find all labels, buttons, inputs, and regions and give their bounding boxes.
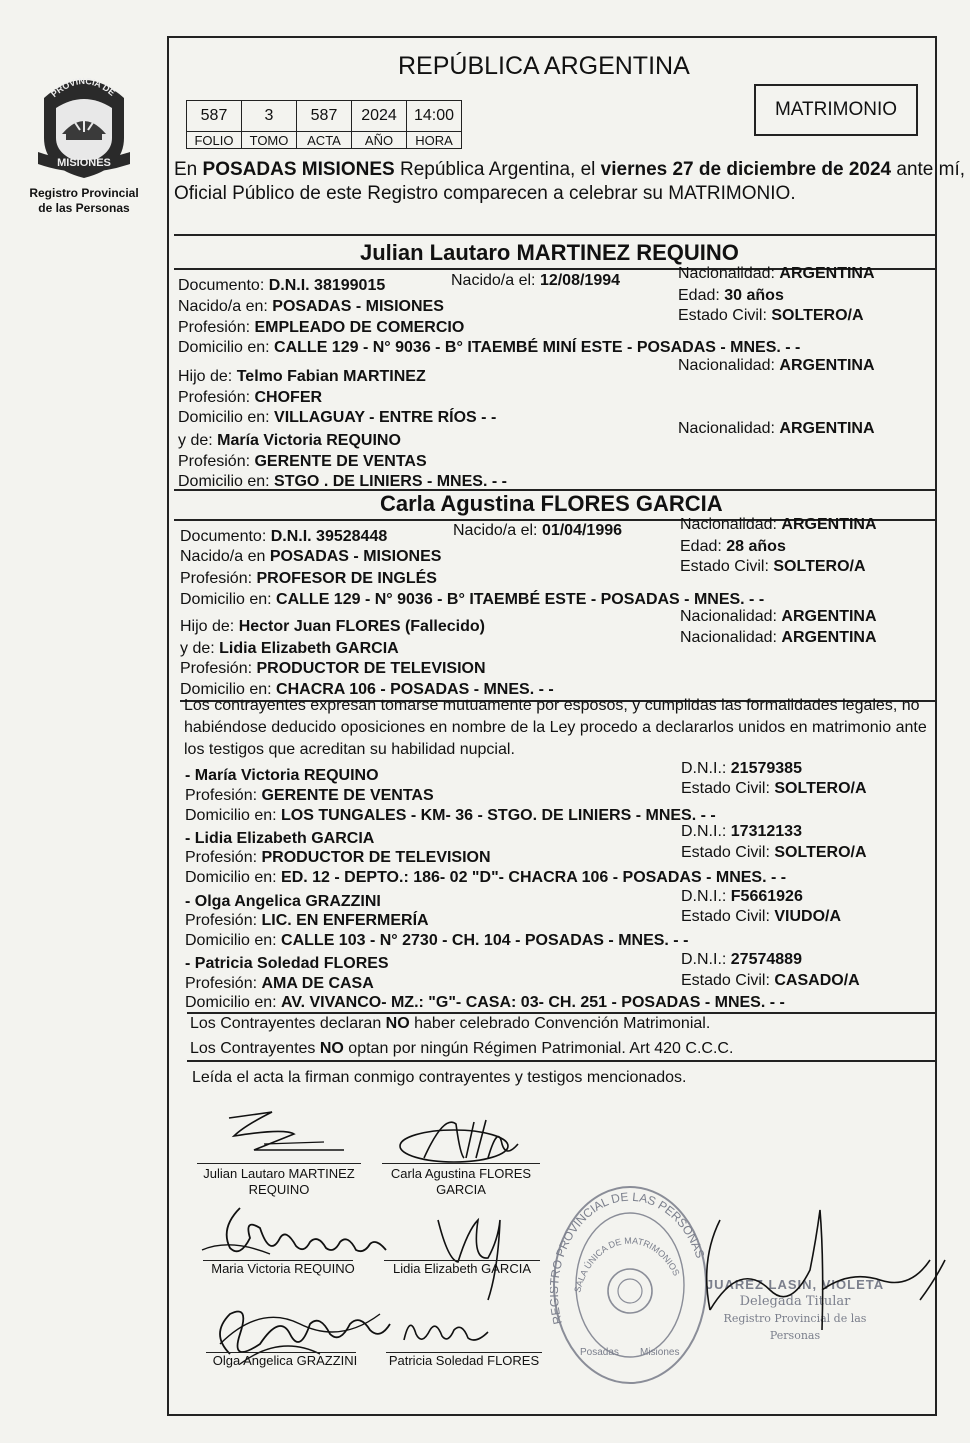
closing-statement: Leída el acta la firman conmigo contrayentes y testigos mencionados. [192, 1069, 687, 1086]
witness3-profesion: Profesión: LIC. EN ENFERMERÍA [185, 912, 429, 929]
signature-lidia [428, 1200, 518, 1310]
witness1-domicilio: Domicilio en: LOS TUNGALES - KM- 36 - STGO. DE LINIERS - MNES. - - [185, 807, 716, 824]
spouse1-mother-nacionalidad: Nacionalidad: ARGENTINA [678, 420, 875, 437]
folio-value: 587 [187, 101, 242, 132]
svg-text:Posadas: Posadas [580, 1347, 619, 1358]
spouse2-mother-domicilio: Domicilio en: CHACRA 106 - POSADAS - MNES. - - [180, 681, 554, 698]
spouse1-nacido-el: Nacido/a el: 12/08/1994 [451, 272, 621, 289]
signature-line [197, 1163, 361, 1164]
spouse1-father: Hijo de: Telmo Fabian MARTINEZ [178, 368, 426, 385]
hora-value: 14:00 [407, 101, 462, 132]
spouse1-nacionalidad: Nacionalidad: ARGENTINA [678, 265, 875, 282]
signature-line [382, 1163, 540, 1164]
signature-caption-lidia: Lidia Elizabeth GARCIA [392, 1261, 531, 1276]
spouse1-estado-civil: Estado Civil: SOLTERO/A [678, 307, 864, 324]
witness4-estado-civil: Estado Civil: CASADO/A [681, 972, 860, 989]
svg-text:SALA ÚNICA DE MATRIMONIOS: SALA ÚNICA DE MATRIMONIOS [572, 1235, 682, 1294]
spouse1-father-profesion: Profesión: CHOFER [178, 389, 323, 406]
signature-caption-olga: Olga Angelica GRAZZINI [212, 1353, 358, 1368]
divider [174, 234, 937, 236]
spouse2-name: Carla Agustina FLORES GARCIA [380, 491, 723, 516]
spouse2-mother-profesion: Profesión: PRODUCTOR DE TELEVISION [180, 660, 486, 677]
signature-carla [394, 1114, 534, 1174]
logo-caption: Registro Provincial de las Personas [29, 186, 139, 215]
spouse2-nacido-el: Nacido/a el: 01/04/1996 [453, 522, 623, 539]
witness2-estado-civil: Estado Civil: SOLTERO/A [681, 844, 867, 861]
officer-name: JUAREZ LASIN, VIOLETA [705, 1277, 885, 1292]
spouse1-edad: Edad: 30 años [678, 287, 784, 304]
hora-label: HORA [407, 132, 462, 149]
spouse2-nacionalidad: Nacionalidad: ARGENTINA [680, 516, 877, 533]
seal-stamp-icon [550, 1183, 710, 1388]
page-title: REPÚBLICA ARGENTINA [398, 52, 690, 80]
folio-label: FOLIO [187, 132, 242, 149]
spouse2-documento: Documento: D.N.I. 39528448 [180, 528, 388, 545]
spouse1-father-domicilio: Domicilio en: VILLAGUAY - ENTRE RÍOS - - [178, 409, 497, 426]
signature-caption-maria-victoria: Maria Victoria REQUINO [211, 1261, 355, 1276]
spouse1-nacido-en: Nacido/a en: POSADAS - MISIONES [178, 298, 444, 315]
spouse1-domicilio: Domicilio en: CALLE 129 - N° 9036 - B° ITAEMBÉ MINÍ ESTE - POSADAS - MNES. - - [178, 339, 801, 356]
spouse2-father-nacionalidad: Nacionalidad: ARGENTINA [680, 608, 877, 625]
witness4-profesion: Profesión: AMA DE CASA [185, 975, 374, 992]
witness1-estado-civil: Estado Civil: SOLTERO/A [681, 780, 867, 797]
svg-text:MISIONES: MISIONES [57, 157, 111, 169]
spouse2-profesion: Profesión: PROFESOR DE INGLÉS [180, 570, 437, 587]
signature-caption-julian: Julian Lautaro MARTINEZ REQUINO [203, 1166, 355, 1197]
signature-caption-carla: Carla Agustina FLORES GARCIA [390, 1166, 532, 1197]
regime-statement: Los Contrayentes NO optan por ningún Régimen Patrimonial. Art 420 C.C.C. [190, 1040, 734, 1057]
witness3-name: - Olga Angelica GRAZZINI [185, 893, 381, 910]
witness2-profesion: Profesión: PRODUCTOR DE TELEVISION [185, 849, 491, 866]
anio-value: 2024 [352, 101, 407, 132]
witness3-dni: D.N.I.: F5661926 [681, 888, 803, 905]
act-type-box: MATRIMONIO [754, 84, 918, 136]
divider [187, 1060, 937, 1062]
signature-caption-patricia: Patricia Soledad FLORES [388, 1353, 540, 1368]
officer-title: Delegada Titular [739, 1294, 851, 1309]
spouse1-mother: y de: María Victoria REQUINO [178, 432, 401, 449]
registry-logo [28, 68, 140, 216]
witness1-dni: D.N.I.: 21579385 [681, 760, 802, 777]
signature-officer [690, 1200, 950, 1350]
spouse1-mother-domicilio: Domicilio en: STGO . DE LINIERS - MNES. - - [178, 473, 507, 490]
acta-label: ACTA [297, 132, 352, 149]
registry-box [186, 100, 462, 149]
witness2-name: - Lidia Elizabeth GARCIA [185, 830, 375, 847]
spouse2-mother: y de: Lidia Elizabeth GARCIA [180, 640, 399, 657]
spouse1-mother-profesion: Profesión: GERENTE DE VENTAS [178, 453, 427, 470]
spouse1-profesion: Profesión: EMPLEADO DE COMERCIO [178, 319, 465, 336]
spouse2-mother-nacionalidad: Nacionalidad: ARGENTINA [680, 629, 877, 646]
declaration-line-1: Los contrayentes expresan tomarse mutuamente por esposos, y cumplidas las formalidades legales, no [184, 697, 920, 714]
witness1-profesion: Profesión: GERENTE DE VENTAS [185, 787, 434, 804]
convention-statement: Los Contrayentes declaran NO haber celebrado Convención Matrimonial. [190, 1015, 711, 1032]
signature-patricia [396, 1310, 496, 1350]
spouse1-name: Julian Lautaro MARTINEZ REQUINO [360, 240, 739, 265]
tomo-value: 3 [242, 101, 297, 132]
anio-label: AÑO [352, 132, 407, 149]
witness4-dni: D.N.I.: 27574889 [681, 951, 802, 968]
tomo-label: TOMO [242, 132, 297, 149]
witness3-domicilio: Domicilio en: CALLE 103 - N° 2730 - CH. 104 - POSADAS - MNES. - - [185, 932, 689, 949]
declaration-line-3: los testigos que acreditan su habilidad nupcial. [184, 741, 515, 758]
intro-line-1: En POSADAS MISIONES República Argentina, el viernes 27 de diciembre de 2024 ante mí, [174, 159, 966, 180]
officer-office: Registro Provincial de las Personas [723, 1312, 867, 1342]
witness3-estado-civil: Estado Civil: VIUDO/A [681, 908, 842, 925]
acta-value: 587 [297, 101, 352, 132]
witness4-domicilio: Domicilio en: AV. VIVANCO- MZ.: "G"- CASA: 03- CH. 251 - POSADAS - MNES. - - [185, 994, 785, 1011]
svg-text:PROVINCIA DE: PROVINCIA DE [49, 75, 118, 100]
spouse1-documento: Documento: D.N.I. 38199015 [178, 277, 386, 294]
witness4-name: - Patricia Soledad FLORES [185, 955, 389, 972]
spouse2-estado-civil: Estado Civil: SOLTERO/A [680, 558, 866, 575]
signature-julian [224, 1106, 354, 1166]
witness2-dni: D.N.I.: 17312133 [681, 823, 802, 840]
spouse2-domicilio: Domicilio en: CALLE 129 - N° 9036 - B° ITAEMBÉ ESTE - POSADAS - MNES. - - [180, 591, 765, 608]
misiones-shield-icon [36, 68, 132, 180]
witness2-domicilio: Domicilio en: ED. 12 - DEPTO.: 186- 02 "D"- CHACRA 106 - POSADAS - MNES. - - [185, 869, 787, 886]
spouse2-nacido-en: Nacido/a en POSADAS - MISIONES [180, 548, 442, 565]
official-seal [550, 1183, 710, 1388]
intro-line-2: Oficial Público de este Registro comparecen a celebrar su MATRIMONIO. [174, 183, 796, 204]
svg-text:Misiones: Misiones [640, 1347, 680, 1358]
declaration-line-2: habiéndose deducido oposiciones en nombre de la Ley procedo a declararlos unidos en matrimonio ante [184, 719, 927, 736]
spouse2-edad: Edad: 28 años [680, 538, 786, 555]
spouse1-father-nacionalidad: Nacionalidad: ARGENTINA [678, 357, 875, 374]
spouse2-father: Hijo de: Hector Juan FLORES (Fallecido) [180, 618, 485, 635]
svg-text:REGISTRO PROVINCIAL DE LAS PER: R O PROVINCIAL DE LAS PERSONAS [550, 1189, 708, 1326]
witness1-name: - María Victoria REQUINO [185, 767, 379, 784]
